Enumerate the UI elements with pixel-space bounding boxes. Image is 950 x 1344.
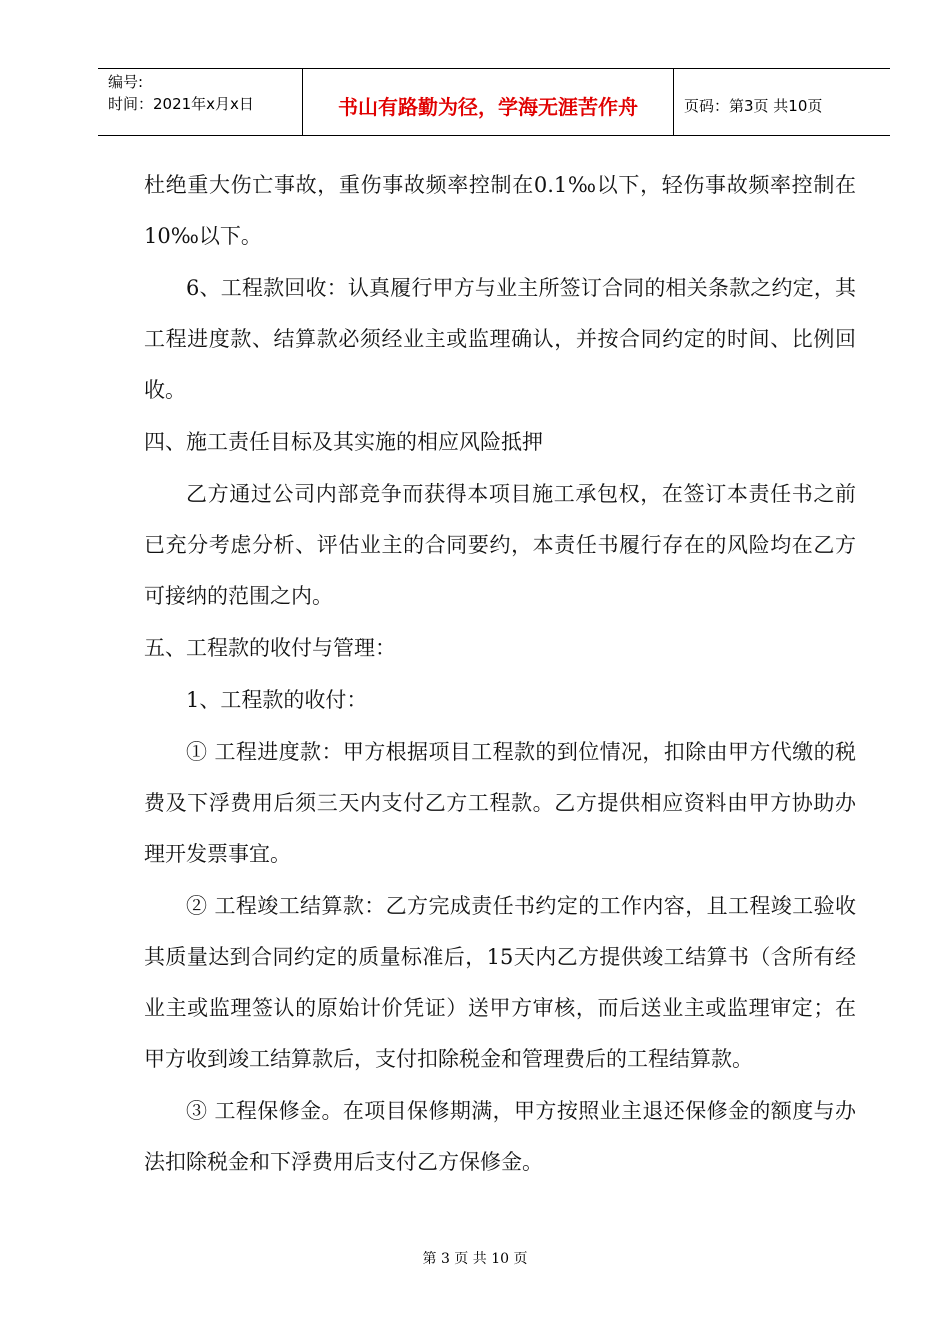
header-left-cell [98, 69, 302, 135]
document-date-label: 时间：2021年x月x日 [108, 95, 254, 113]
document-number-label: 编号: [108, 73, 144, 91]
page-header [98, 68, 890, 136]
paragraph: 乙方通过公司内部竞争而获得本项目施工承包权，在签订本责任书之前已充分考虑分析、评估业主的合同要约，本责任书履行存在的风险均在乙方可接纳的范围之内。 [144, 482, 856, 608]
page-footer: 第 3 页 共 10 页 [422, 1251, 528, 1267]
paragraph: ① 工程进度款：甲方根据项目工程款的到位情况，扣除由甲方代缴的税费及下浮费用后须三天内支付乙方工程款。乙方提供相应资料由甲方协助办理开发票事宜。 [144, 740, 856, 866]
header-page-info: 页码：第3页 共10页 [684, 97, 823, 115]
paragraph: 6、工程款回收：认真履行甲方与业主所签订合同的相关条款之约定，其工程进度款、结算款必须经业主或监理确认，并按合同约定的时间、比例回收。 [144, 276, 856, 402]
header-right-cell [674, 69, 890, 135]
paragraph: 杜绝重大伤亡事故，重伤事故频率控制在0.1‰以下，轻伤事故频率控制在10‰以下。 [144, 173, 856, 248]
subsection-heading: 1、工程款的收付： [186, 688, 368, 712]
paragraph: ③ 工程保修金。在项目保修期满，甲方按照业主退还保修金的额度与办法扣除税金和下浮费用后支付乙方保修金。 [144, 1099, 856, 1174]
section-heading: 五、工程款的收付与管理： [144, 636, 396, 660]
header-middle-cell [302, 69, 674, 135]
document-body [144, 160, 856, 1189]
header-motto: 书山有路勤为径，学海无涯苦作舟 [338, 95, 638, 119]
paragraph: ② 工程竣工结算款：乙方完成责任书约定的工作内容，且工程竣工验收其质量达到合同约定的质量标准后，15天内乙方提供竣工结算书（含所有经业主或监理签认的原始计价凭证）送甲方审核，而后送业主或监理审定；在甲方收到竣工结算款后，支付扣除税金和管理费后的工程结算款。 [144, 894, 856, 1071]
section-heading: 四、施工责任目标及其实施的相应风险抵押 [144, 430, 543, 454]
